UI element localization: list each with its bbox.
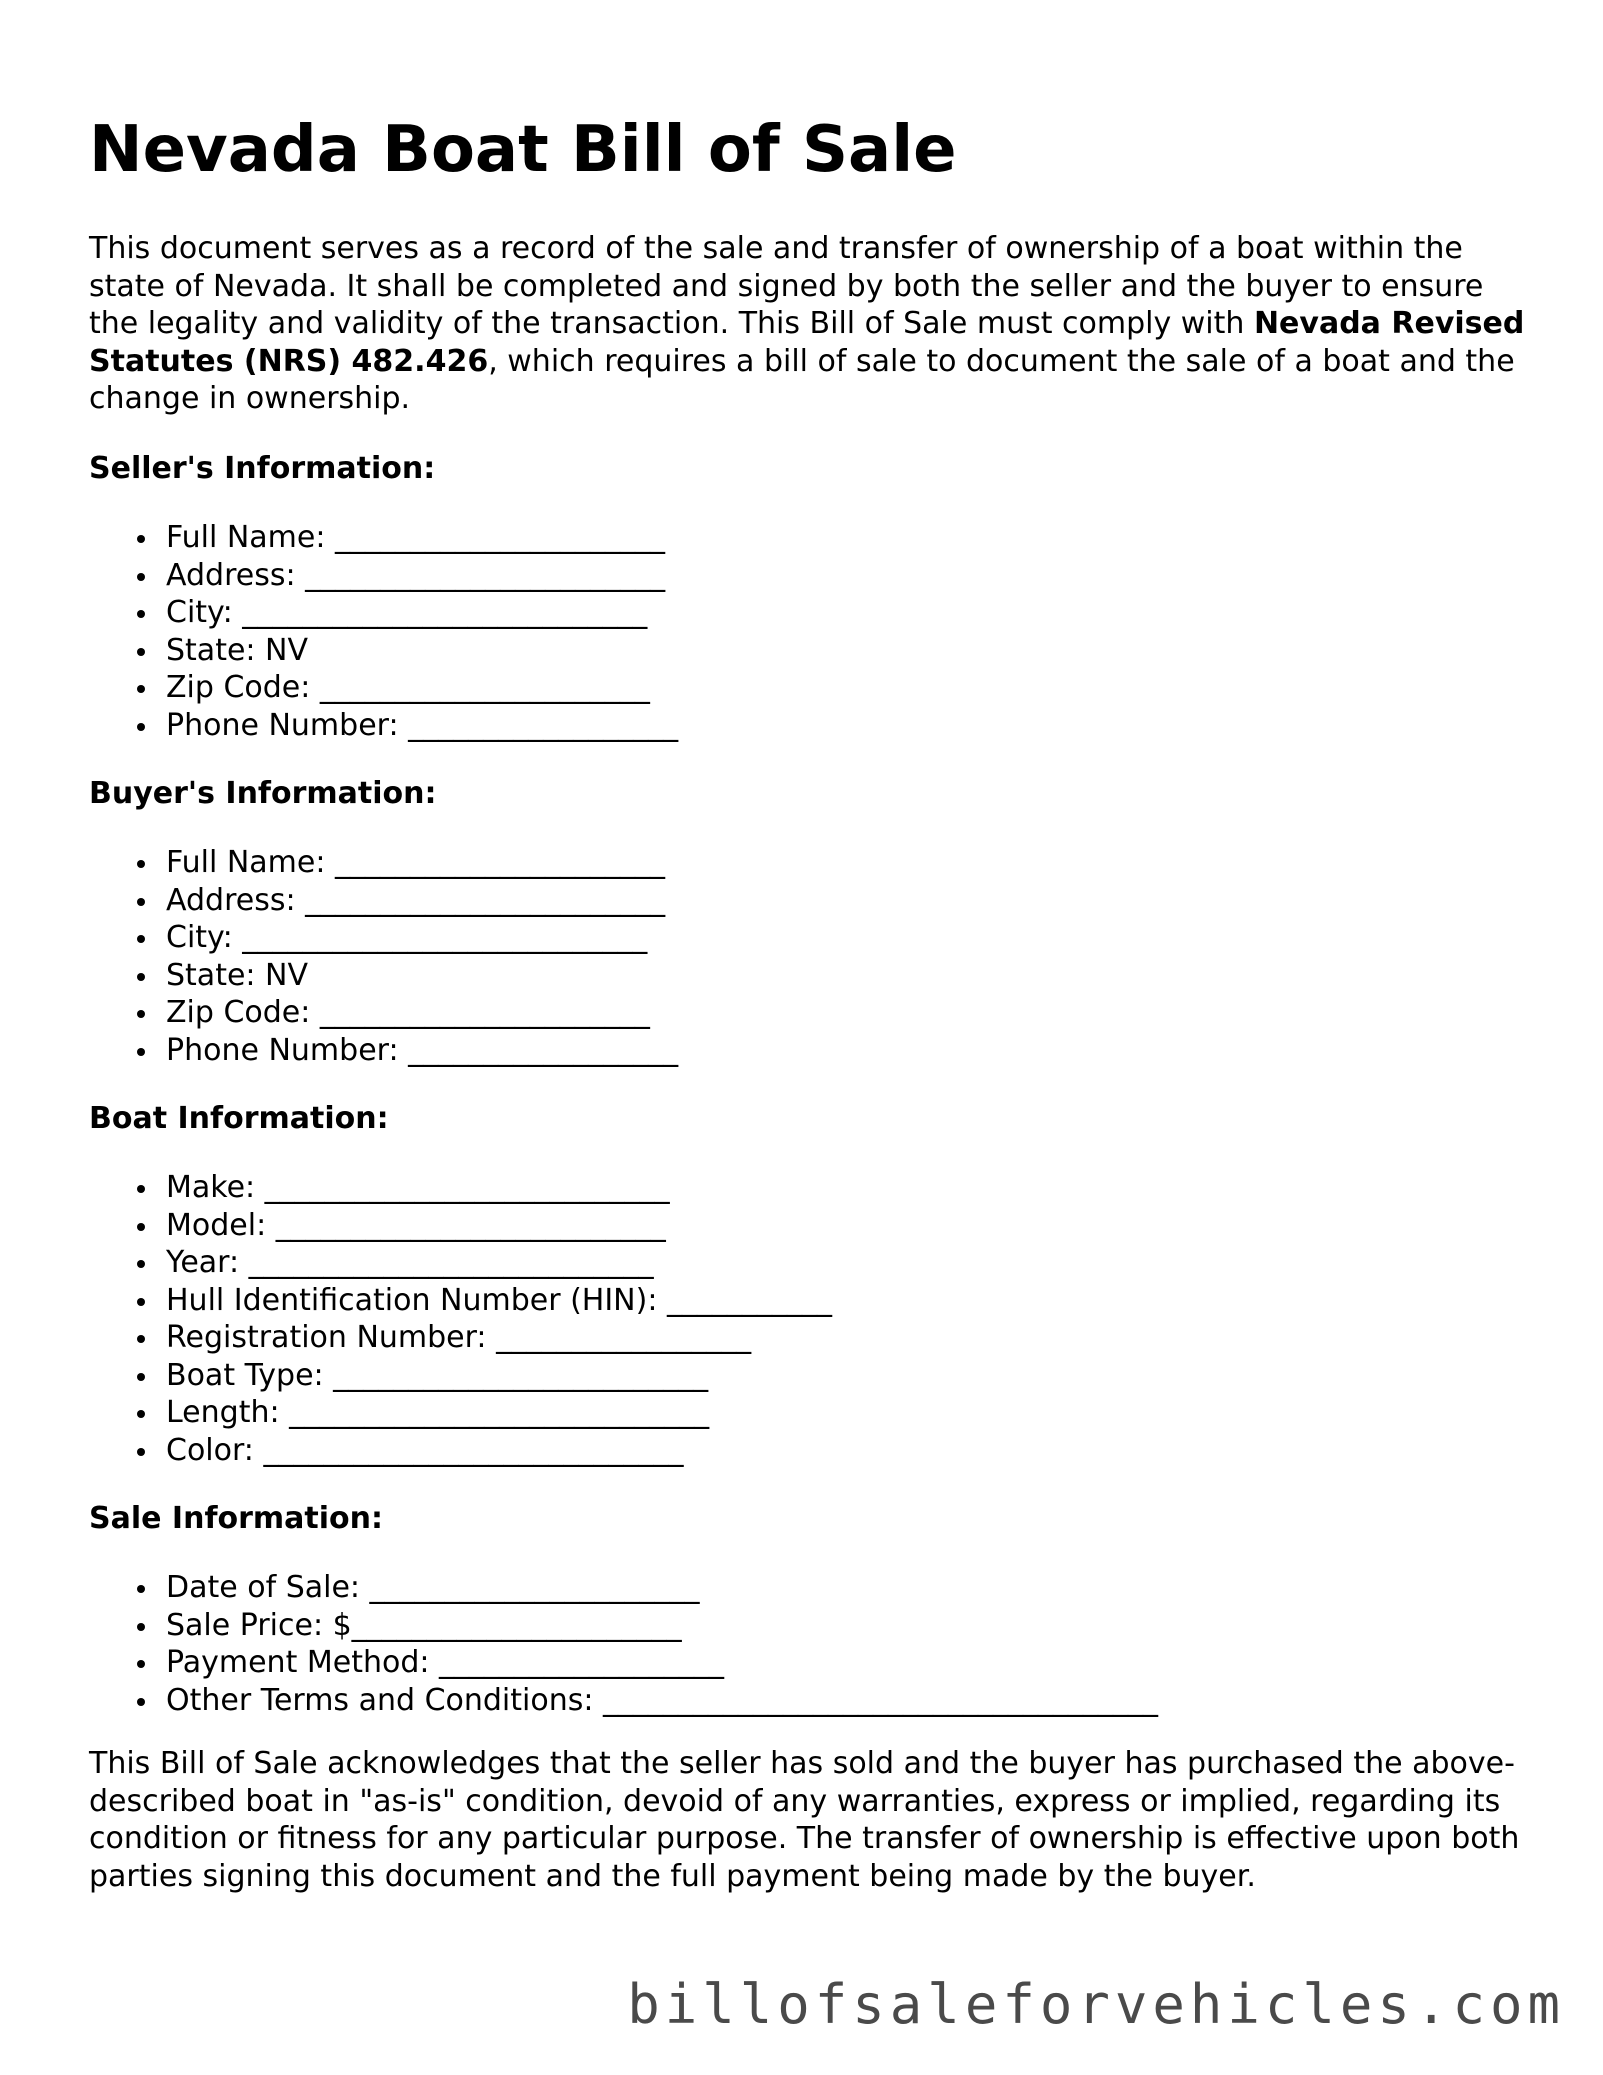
sale-other-terms-field[interactable]: Other Terms and Conditions: _____________________________________ — [166, 1682, 1159, 1718]
sale-payment-method-field[interactable]: Payment Method: ___________________ — [166, 1644, 1158, 1682]
boat-color-field[interactable]: Color: ____________________________ — [166, 1432, 832, 1470]
buyer-city-field[interactable]: City: ___________________________ — [166, 919, 678, 957]
seller-phone-number-field[interactable]: Phone Number: __________________ — [166, 707, 679, 743]
buyer-full-name-field[interactable]: Full Name: ______________________ — [166, 844, 678, 882]
boat-section-heading: Boat Information: — [89, 1101, 389, 1136]
seller-section-heading: Seller's Information: — [89, 451, 436, 486]
sale-field-list — [89, 1569, 1158, 1719]
seller-address-field[interactable]: Address: ________________________ — [166, 557, 678, 595]
intro-paragraph — [89, 230, 1529, 418]
boat-model-field[interactable]: Model: __________________________ — [166, 1207, 832, 1245]
boat-type-field[interactable]: Boat Type: _________________________ — [166, 1357, 832, 1395]
statute-reference: Nevada Revised Statutes (NRS) 482.426 — [89, 306, 1525, 379]
boat-registration-number-field[interactable]: Registration Number: _________________ — [166, 1319, 832, 1357]
seller-full-name-field[interactable]: Full Name: ______________________ — [166, 519, 678, 557]
buyer-field-list — [89, 844, 678, 1069]
buyer-section-heading: Buyer's Information: — [89, 776, 437, 811]
boat-make-field[interactable]: Make: ___________________________ — [166, 1169, 832, 1207]
boat-year-field[interactable]: Year: ___________________________ — [166, 1244, 832, 1282]
boat-hin-field[interactable]: Hull Identification Number (HIN): ___________ — [166, 1282, 832, 1318]
seller-field-list — [89, 519, 678, 744]
seller-state-field: State: NV — [166, 632, 678, 670]
buyer-zip-code-field[interactable]: Zip Code: ______________________ — [166, 994, 678, 1032]
buyer-phone-number-field[interactable]: Phone Number: __________________ — [166, 1032, 679, 1068]
sale-price-field[interactable]: Sale Price: $______________________ — [166, 1607, 1158, 1645]
buyer-state-field: State: NV — [166, 957, 678, 995]
seller-city-field[interactable]: City: ___________________________ — [166, 594, 678, 632]
intro-text-before: This document serves as a record of the sale and transfer of ownership of a boat within the state of Nevada. It shall be completed and signed by both the seller and the buyer to ensure the legality and validity of the transaction. This Bill of Sale must comply with — [89, 231, 1484, 341]
boat-length-field[interactable]: Length: ____________________________ — [166, 1394, 832, 1432]
closing-paragraph: This Bill of Sale acknowledges that the seller has sold and the buyer has purchased the above-described boat in "as-is" condition, devoid of any warranties, express or implied, regarding its condition or fitness for any particular purpose. The transfer of ownership is effective upon both parties signing this document and the full payment being made by the buyer. — [89, 1746, 1520, 1894]
site-watermark: billofsaleforvehicles.com — [627, 1973, 1565, 2036]
sale-date-field[interactable]: Date of Sale: ______________________ — [166, 1569, 1158, 1607]
sale-section-heading: Sale Information: — [89, 1501, 383, 1536]
page-title: Nevada Boat Bill of Sale — [89, 113, 957, 187]
buyer-address-field[interactable]: Address: ________________________ — [166, 882, 678, 920]
intro-text-after: , which requires a bill of sale to document the sale of a boat and the change in ownership. — [89, 343, 1515, 416]
boat-field-list — [89, 1169, 832, 1469]
seller-zip-code-field[interactable]: Zip Code: ______________________ — [166, 669, 678, 707]
